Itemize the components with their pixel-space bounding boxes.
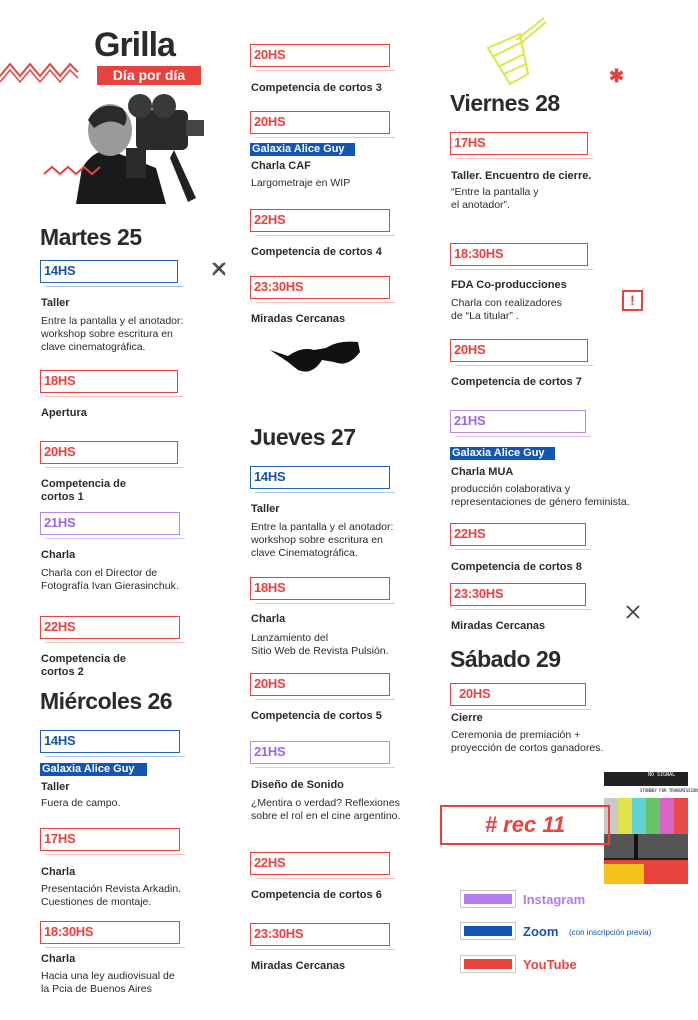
zigzag-decoration-small	[44, 164, 104, 180]
time-slot: 22HS	[250, 209, 390, 232]
alert-icon: !	[622, 290, 643, 311]
event-title: Competencia de cortos 4	[251, 246, 382, 258]
time-slot: 18:30HS	[40, 921, 180, 944]
event-title: Competencia de cortos 2	[41, 653, 126, 678]
day-heading-jueves: Jueves 27	[250, 424, 356, 450]
time-slot: 20HS	[250, 111, 390, 134]
time-slot: 20HS	[250, 673, 390, 696]
event-description: Hacia una ley audiovisual de la Pcia de Buenos Aires	[41, 970, 175, 995]
event-title: Miradas Cercanas	[251, 960, 346, 972]
event-description: Entre la pantalla y el anotador: workshop sobre escritura en clave cinematográfica.	[41, 315, 184, 353]
legend-swatch-instagram	[460, 890, 516, 908]
event-description: Lanzamiento del Sitio Web de Revista Pulsión.	[251, 632, 389, 657]
event-description: “Entre la pantalla y el anotador”.	[451, 186, 539, 211]
close-x-icon	[625, 604, 641, 620]
event-description: Fuera de campo.	[41, 797, 121, 809]
day-heading-miercoles: Miércoles 26	[40, 688, 173, 714]
event-title: Taller	[251, 503, 280, 515]
legend-note-zoom: (con inscripción previa)	[569, 928, 652, 937]
time-slot: 20HS	[450, 683, 586, 706]
time-slot: 17HS	[450, 132, 588, 155]
event-title: Taller. Encuentro de cierre.	[451, 170, 592, 182]
tv-no-signal-text: NO SIGNAL	[648, 772, 676, 778]
time-slot: 23:30HS	[250, 276, 390, 299]
day-heading-sabado: Sábado 29	[450, 646, 561, 672]
cup-straw-icon	[482, 14, 552, 88]
legend-label-zoom: Zoom	[523, 924, 559, 939]
day-heading-martes: Martes 25	[40, 224, 142, 250]
event-title: Taller	[41, 297, 70, 309]
time-slot: 14HS	[40, 730, 180, 753]
hashtag-badge: # rec 11	[440, 805, 610, 845]
event-title: Miradas Cercanas	[451, 620, 546, 632]
time-slot: 21HS	[40, 512, 180, 535]
page-title: Grilla	[94, 26, 175, 64]
time-slot: 17HS	[40, 828, 180, 851]
event-title: Charla	[251, 613, 286, 625]
time-slot: 18:30HS	[450, 243, 588, 266]
event-title: Charla MUA	[451, 466, 514, 478]
legend-label-instagram: Instagram	[523, 892, 586, 907]
event-title: Charla CAF	[251, 160, 311, 172]
event-title: Charla	[41, 866, 76, 878]
event-description: Entre la pantalla y el anotador: workshop sobre escritura en clave Cinematográfica.	[251, 521, 394, 559]
tv-test-pattern	[604, 772, 698, 884]
time-slot: 23:30HS	[450, 583, 586, 606]
time-slot: 18HS	[40, 370, 178, 393]
galaxia-tag: Galaxia Alice Guy	[450, 447, 555, 460]
event-description: Largometraje en WIP	[251, 177, 351, 189]
event-description: Ceremonia de premiación + proyección de cortos ganadores.	[451, 729, 604, 754]
asterisk-icon: ✱	[609, 66, 625, 86]
galaxia-tag: Galaxia Alice Guy	[40, 763, 147, 776]
page-subtitle: Día por día	[97, 66, 201, 85]
time-slot: 22HS	[250, 852, 390, 875]
time-slot: 22HS	[40, 616, 180, 639]
time-slot: 20HS	[250, 44, 390, 67]
tv-standby-text: STANDBY FOR TRANSMISSION	[640, 788, 698, 793]
legend-swatch-zoom	[460, 922, 516, 940]
time-slot: 14HS	[40, 260, 178, 283]
event-title: Competencia de cortos 8	[451, 561, 582, 573]
time-slot: 20HS	[40, 441, 178, 464]
event-title: Cierre	[451, 712, 483, 724]
day-heading-viernes: Viernes 28	[450, 90, 560, 116]
time-slot: 20HS	[450, 339, 588, 362]
time-slot: 22HS	[450, 523, 586, 546]
event-description: Presentación Revista Arkadin. Cuestiones de montaje.	[41, 883, 182, 908]
event-title: Charla	[41, 953, 76, 965]
event-title: FDA Co-producciones	[451, 279, 567, 291]
event-title: Competencia de cortos 6	[251, 889, 382, 901]
filmmaker-photo	[56, 98, 206, 204]
event-description: ¿Mentira o verdad? Reflexiones sobre el rol en el cine argentino.	[251, 797, 401, 822]
event-title: Miradas Cercanas	[251, 313, 346, 325]
time-slot: 21HS	[250, 741, 390, 764]
event-title: Apertura	[41, 407, 87, 419]
zigzag-decoration-left	[0, 58, 80, 84]
close-x-icon	[211, 261, 227, 277]
time-slot: 23:30HS	[250, 923, 390, 946]
event-title: Competencia de cortos 7	[451, 376, 582, 388]
time-slot: 14HS	[250, 466, 390, 489]
event-description: Charla con el Director de Fotografía Ivan Gierasinchuk.	[41, 567, 179, 592]
legend-label-youtube: YouTube	[523, 957, 577, 972]
event-title: Competencia de cortos 3	[251, 82, 382, 94]
event-description: producción colaborativa y representaciones de género feminista.	[451, 483, 630, 508]
3d-glasses-icon	[268, 332, 362, 378]
galaxia-tag: Galaxia Alice Guy	[250, 143, 355, 156]
legend-swatch-youtube	[460, 955, 516, 973]
event-title: Diseño de Sonido	[251, 779, 344, 791]
event-description: Charla con realizadores de “La titular” .	[451, 297, 562, 322]
time-slot: 21HS	[450, 410, 586, 433]
event-title: Charla	[41, 549, 76, 561]
event-title: Taller	[41, 781, 70, 793]
event-title: Competencia de cortos 1	[41, 478, 126, 503]
time-slot: 18HS	[250, 577, 390, 600]
event-title: Competencia de cortos 5	[251, 710, 382, 722]
